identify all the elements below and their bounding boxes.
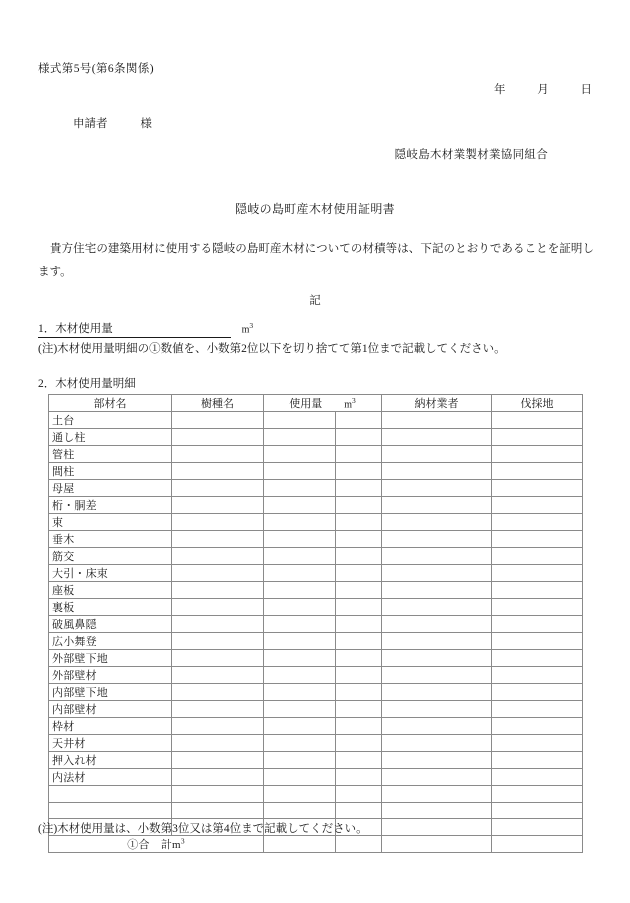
- cell-part-name: 座板: [49, 582, 172, 599]
- unit-base: m: [241, 324, 250, 335]
- cell-species-name[interactable]: [172, 565, 264, 582]
- column-header-usage: [264, 395, 382, 412]
- table-footer: [49, 835, 583, 852]
- cell-species-name[interactable]: [172, 497, 264, 514]
- cell-part-name: 束: [49, 514, 172, 531]
- cell-usage-sub[interactable]: [336, 718, 382, 735]
- cell-species-name[interactable]: [172, 802, 264, 819]
- cell-usage-sub[interactable]: [336, 599, 382, 616]
- cell-origin[interactable]: [492, 480, 583, 497]
- cell-part-name: 桁・胴差: [49, 497, 172, 514]
- cell-part-name: 天井材: [49, 735, 172, 752]
- cell-part-name: 通し柱: [49, 429, 172, 446]
- cell-origin[interactable]: [492, 769, 583, 786]
- total-usage-cell[interactable]: [264, 835, 336, 852]
- cell-usage[interactable]: [264, 514, 336, 531]
- section-1-label: 1．木材使用量: [38, 323, 113, 335]
- cell-origin[interactable]: [492, 497, 583, 514]
- cell-usage-sub[interactable]: [336, 497, 382, 514]
- table-row: [49, 531, 583, 548]
- table-row: [49, 667, 583, 684]
- table-row: [49, 565, 583, 582]
- cell-species-name[interactable]: [172, 684, 264, 701]
- table-row: [49, 718, 583, 735]
- cell-usage[interactable]: [264, 446, 336, 463]
- table-row: [49, 701, 583, 718]
- section-1-note: (注)木材使用量明細の①数値を、小数第2位以下を切り捨てて第1位まで記載してください。: [38, 343, 506, 355]
- cell-origin[interactable]: [492, 531, 583, 548]
- cell-supplier[interactable]: [382, 531, 492, 548]
- table-row: [49, 446, 583, 463]
- cell-origin[interactable]: [492, 633, 583, 650]
- cell-origin[interactable]: [492, 650, 583, 667]
- cell-origin[interactable]: [492, 718, 583, 735]
- cell-usage[interactable]: [264, 582, 336, 599]
- section-1-heading-line: [38, 320, 253, 338]
- usage-unit-exponent: 3: [352, 395, 356, 405]
- cell-part-name: 間柱: [49, 463, 172, 480]
- cell-species-name[interactable]: [172, 429, 264, 446]
- cell-supplier[interactable]: [382, 667, 492, 684]
- cell-species-name[interactable]: [172, 633, 264, 650]
- wood-usage-unit: [242, 321, 254, 335]
- cell-part-name: 内部壁下地: [49, 684, 172, 701]
- kiji-marker: 記: [309, 295, 321, 307]
- cell-supplier[interactable]: [382, 548, 492, 565]
- cell-supplier[interactable]: [382, 565, 492, 582]
- cell-usage[interactable]: [264, 701, 336, 718]
- cell-origin[interactable]: [492, 565, 583, 582]
- cell-part-name: 母屋: [49, 480, 172, 497]
- table-row: [49, 786, 583, 803]
- cell-supplier[interactable]: [382, 684, 492, 701]
- cell-origin[interactable]: [492, 548, 583, 565]
- cell-origin[interactable]: [492, 446, 583, 463]
- cell-usage[interactable]: [264, 429, 336, 446]
- cell-species-name[interactable]: [172, 548, 264, 565]
- table-row: [49, 497, 583, 514]
- cell-part-name: 押入れ材: [49, 752, 172, 769]
- cell-usage[interactable]: [264, 548, 336, 565]
- cell-supplier[interactable]: [382, 650, 492, 667]
- cell-usage[interactable]: [264, 616, 336, 633]
- cell-supplier[interactable]: [382, 633, 492, 650]
- cell-part-name: 外部壁下地: [49, 650, 172, 667]
- cell-usage[interactable]: [264, 497, 336, 514]
- total-usage-sub-cell[interactable]: [336, 835, 382, 852]
- cell-usage-sub[interactable]: [336, 412, 382, 429]
- cell-supplier[interactable]: [382, 412, 492, 429]
- cell-species-name[interactable]: [172, 718, 264, 735]
- cell-species-name[interactable]: [172, 412, 264, 429]
- cell-species-name[interactable]: [172, 735, 264, 752]
- cell-species-name[interactable]: [172, 616, 264, 633]
- cell-usage-sub[interactable]: [336, 752, 382, 769]
- cell-usage[interactable]: [264, 531, 336, 548]
- cell-usage-sub[interactable]: [336, 802, 382, 819]
- cell-usage-sub[interactable]: [336, 650, 382, 667]
- cell-usage[interactable]: [264, 752, 336, 769]
- cell-part-name: 内部壁材: [49, 701, 172, 718]
- cell-usage[interactable]: [264, 599, 336, 616]
- cell-usage[interactable]: [264, 412, 336, 429]
- cell-origin[interactable]: [492, 463, 583, 480]
- table-row: [49, 684, 583, 701]
- table-row: [49, 514, 583, 531]
- total-unit: [172, 836, 185, 851]
- wood-usage-detail-table: [48, 394, 583, 853]
- cell-supplier[interactable]: [382, 429, 492, 446]
- cell-origin[interactable]: [492, 735, 583, 752]
- cell-supplier[interactable]: [382, 718, 492, 735]
- table-row: [49, 735, 583, 752]
- cell-species-name[interactable]: [172, 667, 264, 684]
- cell-species-name[interactable]: [172, 769, 264, 786]
- cell-species-name[interactable]: [172, 463, 264, 480]
- cell-usage-sub[interactable]: [336, 684, 382, 701]
- cell-part-name: 管柱: [49, 446, 172, 463]
- table-row: [49, 650, 583, 667]
- table-row: [49, 548, 583, 565]
- cell-usage[interactable]: [264, 565, 336, 582]
- cell-usage[interactable]: [264, 802, 336, 819]
- cell-usage[interactable]: [264, 769, 336, 786]
- section-2-heading: 2．木材使用量明細: [38, 378, 136, 390]
- cell-part-name: 裏板: [49, 599, 172, 616]
- column-header-usage-unit: [344, 396, 356, 410]
- table-row: [49, 429, 583, 446]
- applicant-honorific: 様: [140, 118, 152, 130]
- cell-usage-sub[interactable]: [336, 786, 382, 803]
- section-2-note: (注)木材使用量は、小数第3位又は第4位まで記載してください。: [38, 823, 368, 835]
- cell-species-name[interactable]: [172, 446, 264, 463]
- cell-species-name[interactable]: [172, 786, 264, 803]
- table-row: [49, 769, 583, 786]
- date-line: [0, 81, 592, 97]
- cell-usage-sub[interactable]: [336, 548, 382, 565]
- cell-origin[interactable]: [492, 802, 583, 819]
- cell-part-name: [49, 802, 172, 819]
- cell-usage[interactable]: [264, 735, 336, 752]
- total-marker: ①: [127, 838, 139, 851]
- applicant-line: [73, 115, 152, 131]
- cell-supplier[interactable]: [382, 701, 492, 718]
- date-month: 月: [537, 84, 549, 96]
- cell-usage-sub[interactable]: [336, 735, 382, 752]
- cell-usage-sub[interactable]: [336, 667, 382, 684]
- cell-usage-sub[interactable]: [336, 463, 382, 480]
- cell-usage[interactable]: [264, 718, 336, 735]
- cell-origin[interactable]: [492, 429, 583, 446]
- usage-unit-base: m: [344, 399, 353, 411]
- cell-origin[interactable]: [492, 701, 583, 718]
- date-day: 日: [580, 84, 592, 96]
- cell-supplier[interactable]: [382, 582, 492, 599]
- table-header-row: [49, 395, 583, 412]
- cell-origin[interactable]: [492, 616, 583, 633]
- cell-supplier[interactable]: [382, 752, 492, 769]
- table-row: [49, 616, 583, 633]
- total-supplier-cell[interactable]: [382, 835, 492, 852]
- column-header-part-name: 部材名: [49, 395, 172, 412]
- cell-usage[interactable]: [264, 667, 336, 684]
- cell-part-name: 破風鼻隠: [49, 616, 172, 633]
- cell-usage[interactable]: [264, 684, 336, 701]
- cell-origin[interactable]: [492, 752, 583, 769]
- page-title: 隠岐の島町産木材使用証明書: [235, 202, 395, 216]
- cell-part-name: 垂木: [49, 531, 172, 548]
- table-row: [49, 480, 583, 497]
- cell-part-name: 外部壁材: [49, 667, 172, 684]
- table-row: [49, 752, 583, 769]
- column-header-usage-label: 使用量: [289, 398, 323, 410]
- cell-usage-sub[interactable]: [336, 701, 382, 718]
- table-row: [49, 599, 583, 616]
- cell-supplier[interactable]: [382, 514, 492, 531]
- total-row: [49, 835, 583, 852]
- cell-species-name[interactable]: [172, 582, 264, 599]
- cell-usage[interactable]: [264, 633, 336, 650]
- cell-species-name[interactable]: [172, 701, 264, 718]
- table-row: [49, 633, 583, 650]
- cell-species-name[interactable]: [172, 531, 264, 548]
- total-label-cell: [49, 835, 264, 852]
- cell-usage[interactable]: [264, 480, 336, 497]
- cell-origin[interactable]: [492, 667, 583, 684]
- cell-species-name[interactable]: [172, 752, 264, 769]
- cell-usage-sub[interactable]: [336, 480, 382, 497]
- applicant-label: 申請者: [73, 118, 108, 130]
- total-origin-cell[interactable]: [492, 835, 583, 852]
- cell-supplier[interactable]: [382, 786, 492, 803]
- cell-usage-sub[interactable]: [336, 769, 382, 786]
- cell-origin[interactable]: [492, 514, 583, 531]
- cell-supplier[interactable]: [382, 446, 492, 463]
- cell-part-name: 筋交: [49, 548, 172, 565]
- cell-usage-sub[interactable]: [336, 429, 382, 446]
- form-number: 様式第5号(第6条関係): [38, 63, 154, 75]
- cell-part-name: [49, 786, 172, 803]
- cell-origin[interactable]: [492, 786, 583, 803]
- wood-usage-field[interactable]: [38, 320, 231, 338]
- table-row: [49, 582, 583, 599]
- cell-part-name: 広小舞登: [49, 633, 172, 650]
- cell-origin[interactable]: [492, 582, 583, 599]
- table-row: [49, 802, 583, 819]
- cell-usage[interactable]: [264, 463, 336, 480]
- cell-usage-sub[interactable]: [336, 565, 382, 582]
- cell-origin[interactable]: [492, 412, 583, 429]
- cell-supplier[interactable]: [382, 769, 492, 786]
- cell-part-name: 大引・床束: [49, 565, 172, 582]
- cell-species-name[interactable]: [172, 650, 264, 667]
- cell-supplier[interactable]: [382, 480, 492, 497]
- cell-origin[interactable]: [492, 819, 583, 836]
- table-row: [49, 412, 583, 429]
- cell-usage[interactable]: [264, 650, 336, 667]
- unit-exponent: 3: [249, 320, 254, 330]
- issuer-name: 隠岐島木材業製材業協同組合: [394, 149, 548, 161]
- total-unit-base: m: [172, 838, 181, 851]
- cell-part-name: 土台: [49, 412, 172, 429]
- total-unit-exponent: 3: [180, 836, 185, 846]
- cell-species-name[interactable]: [172, 599, 264, 616]
- column-header-species-name: 樹種名: [172, 395, 264, 412]
- cell-supplier[interactable]: [382, 599, 492, 616]
- cell-part-name: 内法材: [49, 769, 172, 786]
- cell-usage[interactable]: [264, 786, 336, 803]
- cell-usage-sub[interactable]: [336, 633, 382, 650]
- date-year: 年: [494, 84, 506, 96]
- cell-supplier[interactable]: [382, 463, 492, 480]
- cell-supplier[interactable]: [382, 802, 492, 819]
- cell-usage-sub[interactable]: [336, 531, 382, 548]
- cell-species-name[interactable]: [172, 480, 264, 497]
- cell-usage-sub[interactable]: [336, 514, 382, 531]
- column-header-origin: 伐採地: [492, 395, 583, 412]
- cell-supplier[interactable]: [382, 497, 492, 514]
- cell-species-name[interactable]: [172, 514, 264, 531]
- total-text: 合 計: [138, 838, 173, 851]
- cell-part-name: 枠材: [49, 718, 172, 735]
- table-row: [49, 463, 583, 480]
- cell-usage-sub[interactable]: [336, 582, 382, 599]
- body-paragraph: 貴方住宅の建築用材に使用する隠岐の島町産木材についての材積等は、下記のとおりであることを証明します。: [38, 243, 594, 278]
- cell-supplier[interactable]: [382, 819, 492, 836]
- cell-usage-sub[interactable]: [336, 446, 382, 463]
- cell-origin[interactable]: [492, 684, 583, 701]
- cell-origin[interactable]: [492, 599, 583, 616]
- table-body: [49, 412, 583, 836]
- cell-supplier[interactable]: [382, 735, 492, 752]
- cell-supplier[interactable]: [382, 616, 492, 633]
- column-header-supplier: 納材業者: [382, 395, 492, 412]
- cell-usage-sub[interactable]: [336, 616, 382, 633]
